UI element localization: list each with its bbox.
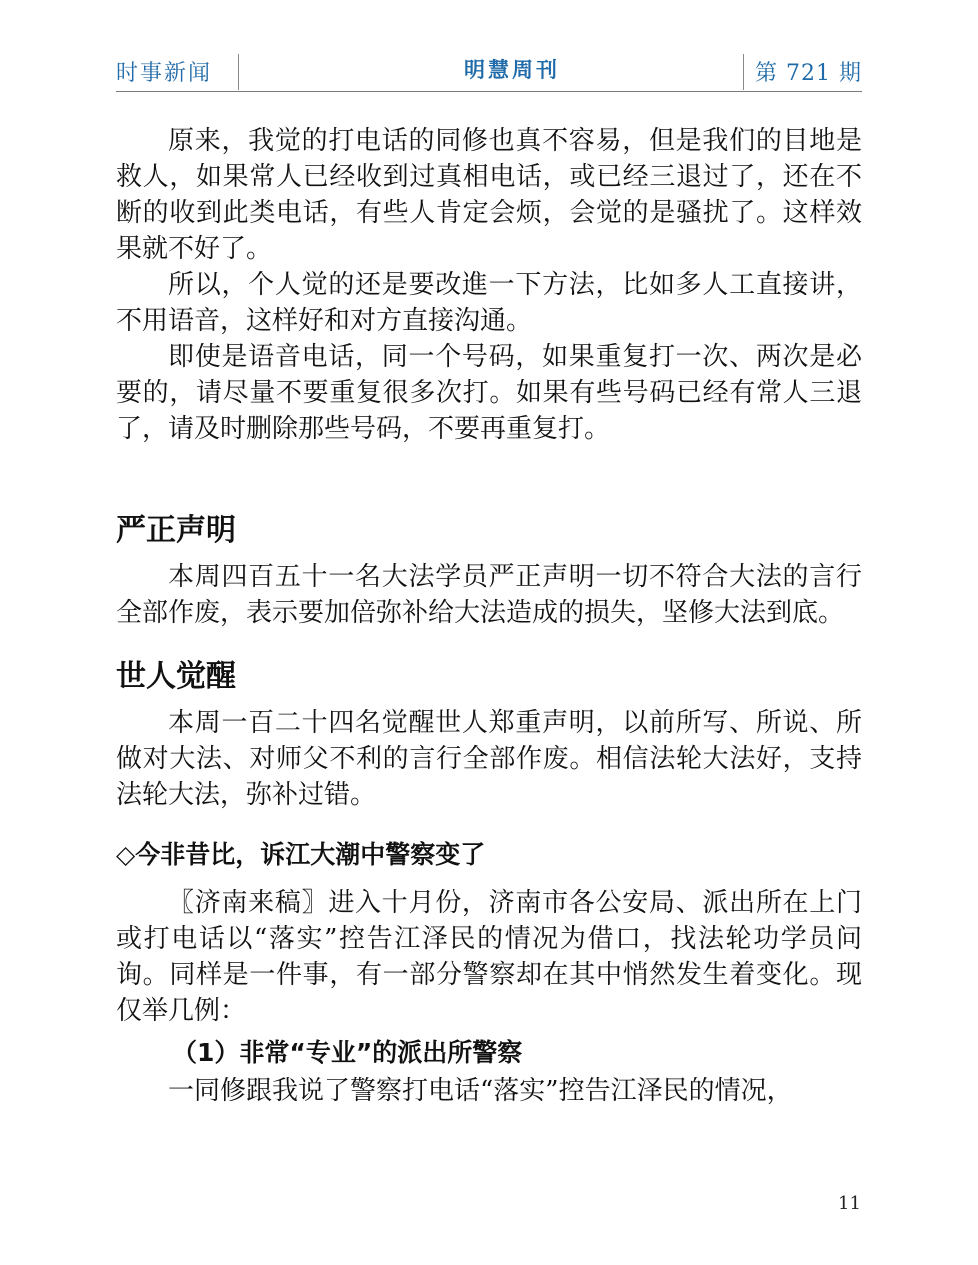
page-header xyxy=(116,50,862,92)
paragraph: 所以，个人觉的还是要改進一下方法，比如多人工直接讲，不用语音，这样好和对方直接沟通。 xyxy=(116,270,862,336)
paragraph: 一同修跟我说了警察打电话“落实”控告江泽民的情况， xyxy=(168,1076,793,1106)
section-heading: 世人觉醒 xyxy=(116,659,236,694)
paragraph: 本周一百二十四名觉醒世人郑重声明，以前所写、所说、所做对大法、对师父不利的言行全部作废。相信法轮大法好，支持法轮大法，弥补过错。 xyxy=(116,708,862,810)
header-issue-number: 第 721 期 xyxy=(755,61,862,86)
paragraph: 〖济南来稿〗进入十月份，济南市各公安局、派出所在上门或打电话以“落实”控告江泽民的情况为借口，找法轮功学员问询。同样是一件事，有一部分警察却在其中悄然发生着变化。现仅举几例： xyxy=(116,888,862,1026)
header-section-label: 时事新闻 xyxy=(116,61,213,86)
section-heading: 严正声明 xyxy=(116,513,236,548)
header-divider xyxy=(743,54,744,90)
header-rule xyxy=(116,91,862,92)
spacer xyxy=(116,813,862,837)
paragraph: 原来，我觉的打电话的同修也真不容易，但是我们的目地是救人，如果常人已经收到过真相电话，或已经三退过了，还在不断的收到此类电话，有些人肯定会烦，会觉的是骚扰了。这样效果就不好了。 xyxy=(116,126,862,264)
spacer xyxy=(116,447,862,511)
page-number: 11 xyxy=(838,1193,861,1214)
page-body xyxy=(116,123,862,1109)
spacer xyxy=(116,631,862,657)
header-divider xyxy=(238,54,239,90)
article-subtitle: （1）非常“专业”的派出所警察 xyxy=(172,1038,523,1067)
paragraph: 即使是语音电话，同一个号码，如果重复打一次、两次是必要的，请尽量不要重复很多次打。如果有些号码已经有常人三退了，请及时删除那些号码，不要再重复打。 xyxy=(116,342,862,444)
article-title: ◇今非昔比，诉江大潮中警察变了 xyxy=(116,840,486,869)
header-publication-title: 明慧周刊 xyxy=(464,58,560,82)
paragraph: 本周四百五十一名大法学员严正声明一切不符合大法的言行全部作废，表示要加倍弥补给大法造成的损失，坚修大法到底。 xyxy=(116,562,862,628)
